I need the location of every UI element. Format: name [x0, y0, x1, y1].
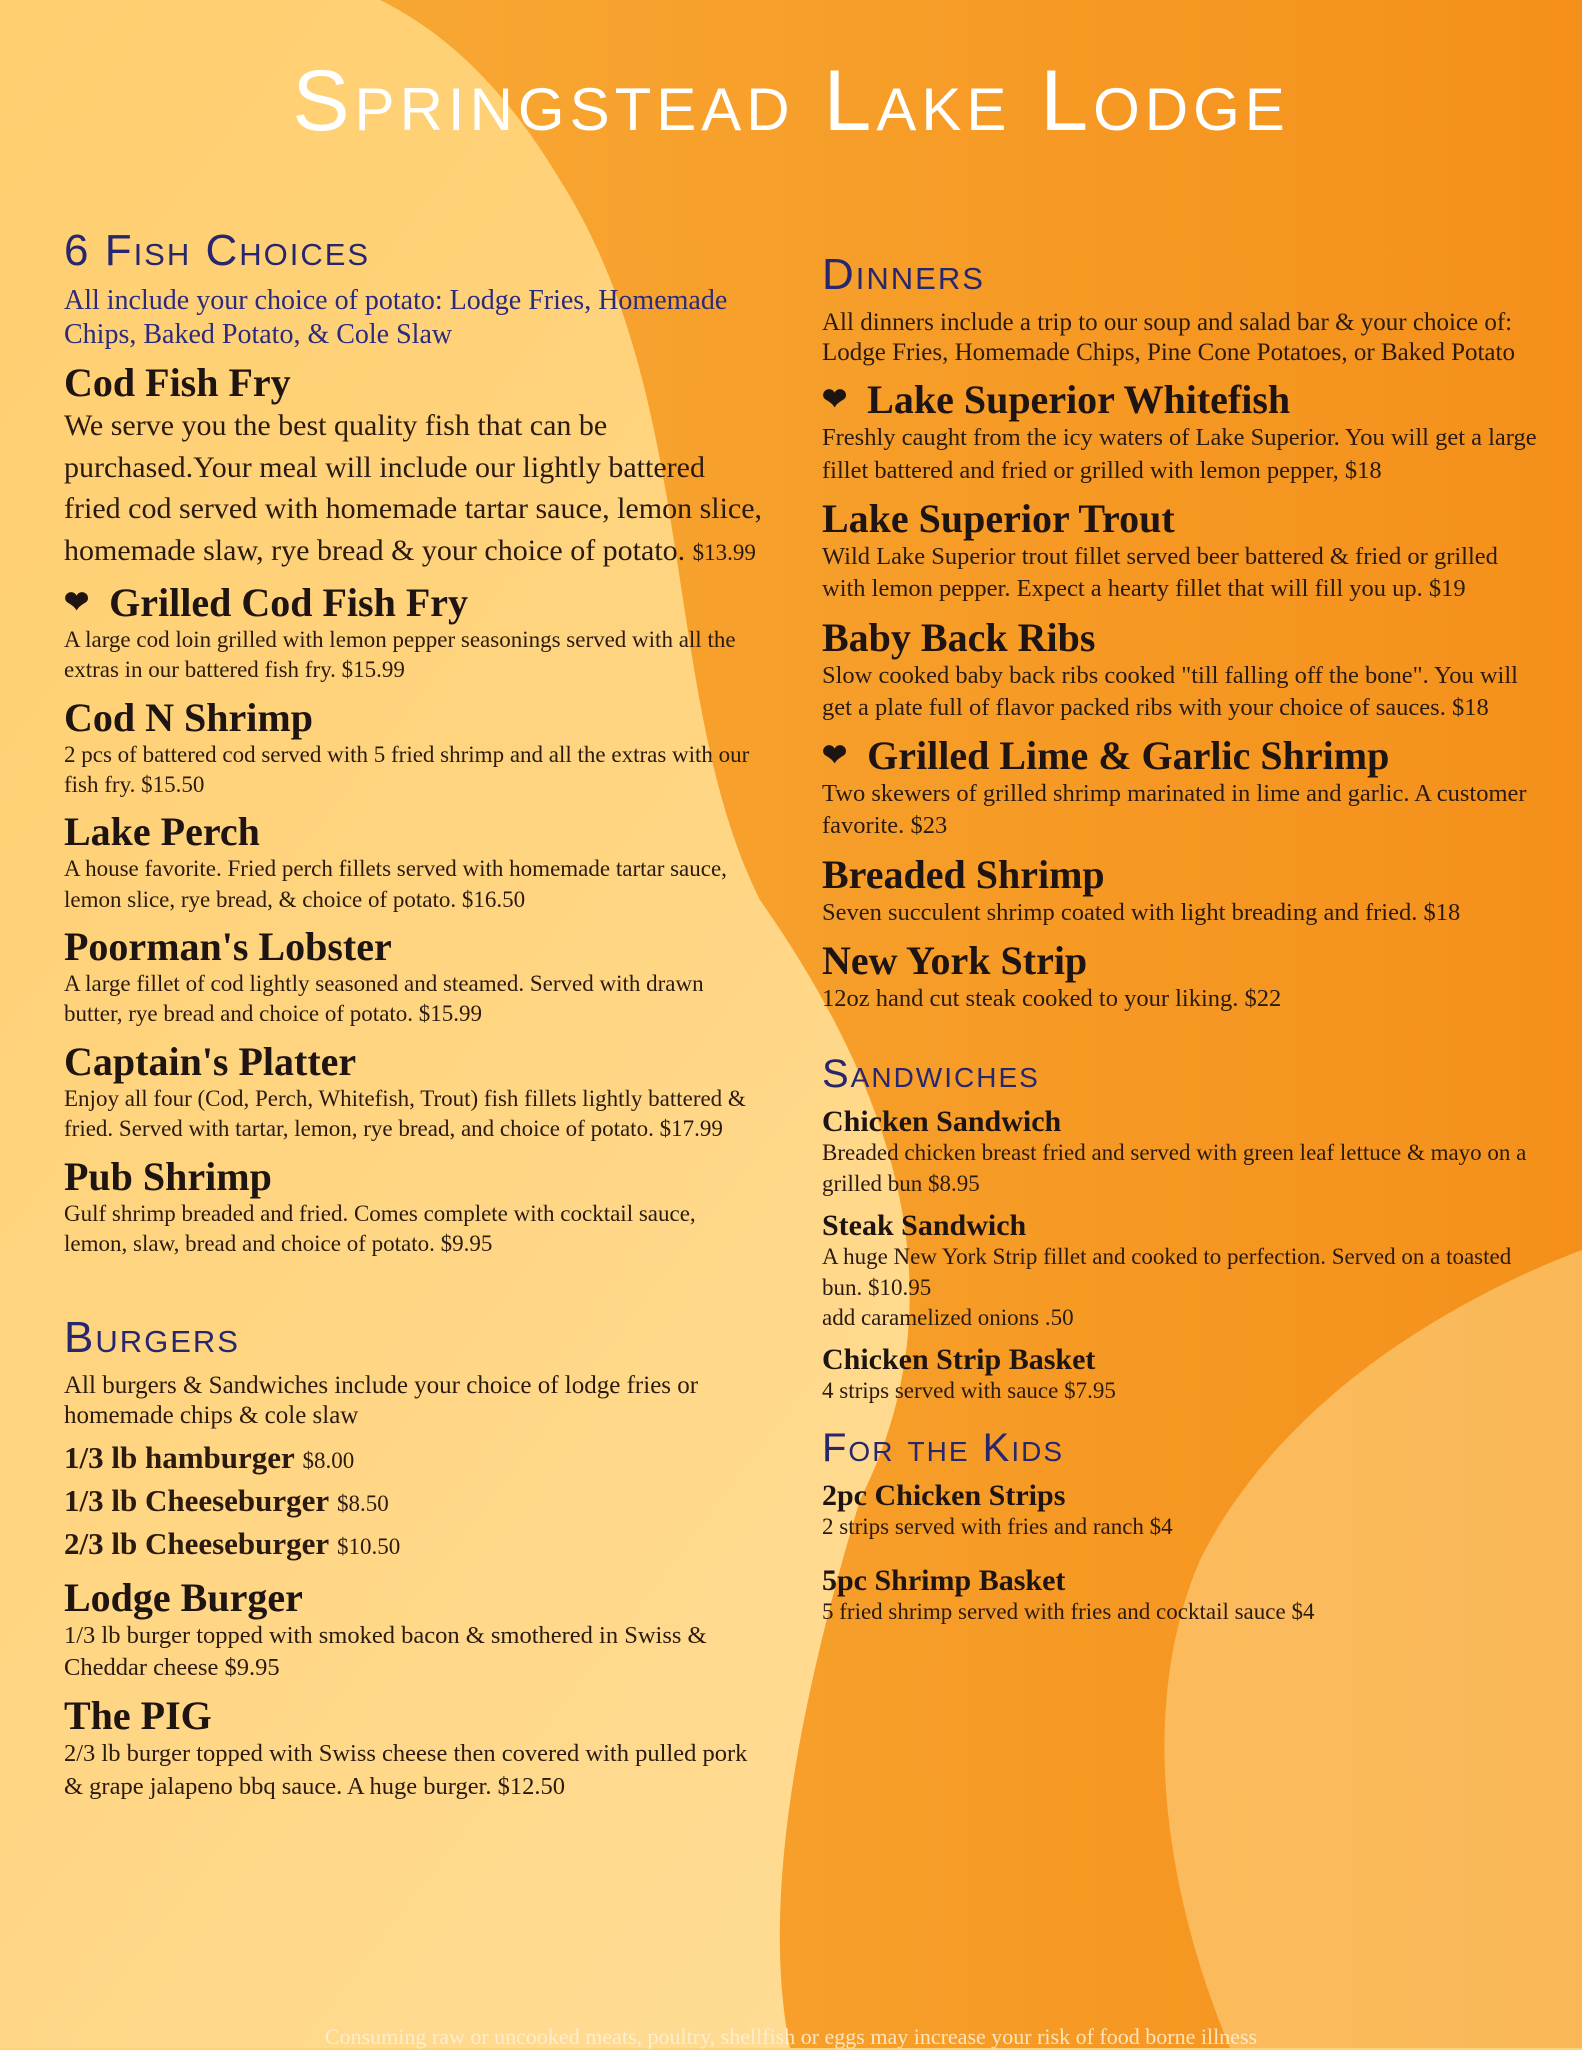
- kids-heading: For the Kids: [822, 1425, 1065, 1470]
- item-price: $8.00: [302, 1448, 355, 1474]
- item-price: $9.95: [440, 1230, 493, 1256]
- item-price: $7.95: [1064, 1378, 1116, 1404]
- item-name: Baby Back Ribs: [822, 614, 1096, 660]
- item-name: Lake Superior Whitefish: [867, 377, 1291, 423]
- menu-item: [64, 1155, 764, 1260]
- menu-item: [64, 1694, 764, 1803]
- item-name: Breaded Shrimp: [822, 851, 1105, 897]
- menu-item: [64, 1040, 764, 1145]
- item-desc: 5 fried shrimp served with fries and cocktail sauce $4: [822, 1598, 1315, 1624]
- item-name: Steak Sandwich: [822, 1209, 1027, 1243]
- item-price: $8.50: [336, 1491, 389, 1517]
- menu-item: [822, 1209, 1542, 1333]
- item-price: $18: [1451, 693, 1489, 721]
- menu-item: [822, 1343, 1542, 1406]
- menu-item: [822, 616, 1542, 725]
- item-name: 2/3 lb Cheeseburger: [64, 1525, 330, 1561]
- heart-icon: ❤: [822, 383, 848, 417]
- item-desc: 2 strips served with fries and ranch $4: [822, 1513, 1173, 1539]
- item-desc: Breaded chicken breast fried and served with green leaf lettuce & mayo on a grilled bun $8.95: [822, 1140, 1527, 1196]
- heart-icon: ❤: [822, 739, 848, 773]
- item-desc: A huge New York Strip fillet and cooked to perfection. Served on a toasted bun. $10.95: [822, 1244, 1512, 1300]
- item-name: New York Strip: [822, 938, 1088, 984]
- menu-item: [822, 1105, 1542, 1199]
- item-name: Chicken Strip Basket: [822, 1343, 1096, 1377]
- menu-item: [822, 1564, 1542, 1627]
- item-price: $12.50: [497, 1772, 565, 1800]
- item-price: $22: [1244, 985, 1282, 1013]
- menu-item: [64, 581, 764, 686]
- item-desc: 1/3 lb burger topped with smoked bacon & smothered in Swiss & Cheddar cheese $9.95: [64, 1621, 707, 1682]
- item-desc: A house favorite. Fried perch fillets served with homemade tartar sauce, lemon slice, rye bread, & choice of potato. $16.50: [64, 856, 727, 912]
- item-price: $23: [910, 812, 948, 840]
- item-name: Lake Perch: [64, 809, 260, 855]
- item-name: Poorman's Lobster: [64, 924, 392, 970]
- footer-disclaimer: Consuming raw or uncooked meats, poultry, shellfish or eggs may increase your risk of food borne illness: [324, 2024, 1258, 2049]
- item-name: 1/3 lb hamburger: [64, 1440, 295, 1476]
- item-desc: Enjoy all four (Cod, Perch, Whitefish, Trout) fish fillets lightly battered & fried. Served with tartar, lemon, rye bread, and choice of potato. $17.99: [64, 1085, 746, 1142]
- item-desc: Two skewers of grilled shrimp marinated in lime and garlic. A customer favorite. $23: [822, 780, 1527, 840]
- item-price: $4: [1291, 1598, 1315, 1624]
- item-price: $10.50: [336, 1533, 401, 1559]
- dinners-note: All dinners include a trip to our soup and salad bar & your choice of: Lodge Fries, Homemade Chips, Pine Cone Potatoes, or Baked Potato: [822, 309, 1515, 367]
- fish-section: [64, 228, 764, 1259]
- page-title: Springstead Lake Lodge: [292, 53, 1290, 149]
- item-price: $4: [1149, 1513, 1173, 1539]
- menu-item: [64, 925, 764, 1030]
- item-desc: A large cod loin grilled with lemon pepper seasonings served with all the extras in our battered fish fry. $15.99: [64, 626, 736, 683]
- dinners-heading: Dinners: [822, 250, 985, 299]
- menu-item: [822, 939, 1542, 1015]
- menu-item: [822, 378, 1542, 487]
- item-price: $16.50: [461, 886, 526, 912]
- item-price: $9.95: [224, 1654, 280, 1682]
- item-price: $15.99: [341, 657, 405, 683]
- menu-item: [822, 853, 1542, 929]
- kids-section: [822, 1427, 1542, 1628]
- item-extra: add caramelized onions .50: [822, 1304, 1074, 1330]
- sandwiches-heading: Sandwiches: [822, 1052, 1040, 1097]
- item-name: Lodge Burger: [64, 1574, 303, 1620]
- item-price: $15.99: [418, 1001, 483, 1027]
- item-price: $10.95: [868, 1274, 932, 1300]
- menu-item: [64, 810, 764, 915]
- left-column: [64, 228, 764, 1803]
- item-price: $18: [1344, 456, 1382, 484]
- item-desc: Gulf shrimp breaded and fried. Comes complete with cocktail sauce, lemon, slaw, bread and choice of potato. $9.95: [64, 1200, 696, 1256]
- item-desc: Wild Lake Superior trout fillet served beer battered & fried or grilled with lemon pepper. Expect a hearty fillet that will fill you up. $19: [822, 542, 1498, 603]
- menu-item: [64, 1523, 764, 1566]
- item-desc: Seven succulent shrimp coated with light breading and fried. $18: [822, 898, 1461, 926]
- item-price: $8.95: [928, 1170, 980, 1196]
- item-name: 2pc Chicken Strips: [822, 1478, 1066, 1512]
- item-desc: 12oz hand cut steak cooked to your liking. $22: [822, 985, 1282, 1013]
- fish-heading: 6 Fish Choices: [64, 226, 371, 275]
- item-price: $17.99: [659, 1116, 723, 1142]
- item-price: $18: [1423, 898, 1461, 926]
- item-desc: Freshly caught from the icy waters of Lake Superior. You will get a large fillet battered and fried or grilled with lemon pepper, $18: [822, 424, 1537, 484]
- item-name: Cod Fish Fry: [64, 360, 291, 406]
- item-desc: 2/3 lb burger topped with Swiss cheese then covered with pulled pork & grape jalapeno bbq sauce. A huge burger. $12.50: [64, 1740, 748, 1800]
- fish-note: All include your choice of potato: Lodge Fries, Homemade Chips, Baked Potato, & Cole Slaw: [64, 285, 728, 350]
- item-desc: 2 pcs of battered cod served with 5 fried shrimp and all the extras with our fish fry. $15.50: [64, 741, 750, 798]
- item-price: $19: [1428, 575, 1466, 603]
- item-desc: Slow cooked baby back ribs cooked "till falling off the bone". You will get a plate full of flavor packed ribs with your choice of sauces. $18: [822, 661, 1518, 721]
- item-name: Lake Superior Trout: [822, 495, 1175, 541]
- menu-item: [822, 497, 1542, 606]
- right-column: [822, 252, 1542, 1627]
- item-name: Cod N Shrimp: [64, 694, 313, 740]
- menu-item: [822, 1479, 1542, 1542]
- menu-item: [64, 361, 764, 571]
- item-name: Pub Shrimp: [64, 1153, 272, 1199]
- menu-item: [64, 1576, 764, 1685]
- dinners-section: [822, 252, 1542, 1015]
- item-name: 1/3 lb Cheeseburger: [64, 1483, 330, 1519]
- item-name: Captain's Platter: [64, 1038, 357, 1084]
- item-price: $13.99: [692, 539, 756, 565]
- item-name: The PIG: [64, 1693, 212, 1739]
- menu-item: [822, 734, 1542, 843]
- item-desc: 4 strips served with sauce $7.95: [822, 1378, 1116, 1404]
- menu-item: [64, 1480, 764, 1523]
- item-price: $15.50: [141, 772, 205, 798]
- item-desc: A large fillet of cod lightly seasoned and steamed. Served with drawn butter, rye bread and choice of potato. $15.99: [64, 971, 704, 1027]
- burgers-heading: Burgers: [64, 1313, 240, 1363]
- burgers-note: All burgers & Sandwiches include your choice of lodge fries or homemade chips & cole slaw: [64, 1372, 699, 1430]
- burgers-section: [64, 1315, 764, 1803]
- heart-icon: ❤: [64, 585, 90, 619]
- menu-item: [64, 1437, 764, 1480]
- item-name: Chicken Sandwich: [822, 1105, 1062, 1139]
- item-desc: We serve you the best quality fish that can be purchased.Your meal will include our lightly battered fried cod served with homemade tartar sauce, lemon slice, homemade slaw, rye bread & your choice of potato. $13.99: [64, 409, 763, 567]
- item-name: Grilled Cod Fish Fry: [109, 579, 469, 625]
- item-name: Grilled Lime & Garlic Shrimp: [867, 733, 1390, 779]
- sandwiches-section: [822, 1053, 1542, 1406]
- item-name: 5pc Shrimp Basket: [822, 1563, 1066, 1597]
- menu-item: [64, 696, 764, 801]
